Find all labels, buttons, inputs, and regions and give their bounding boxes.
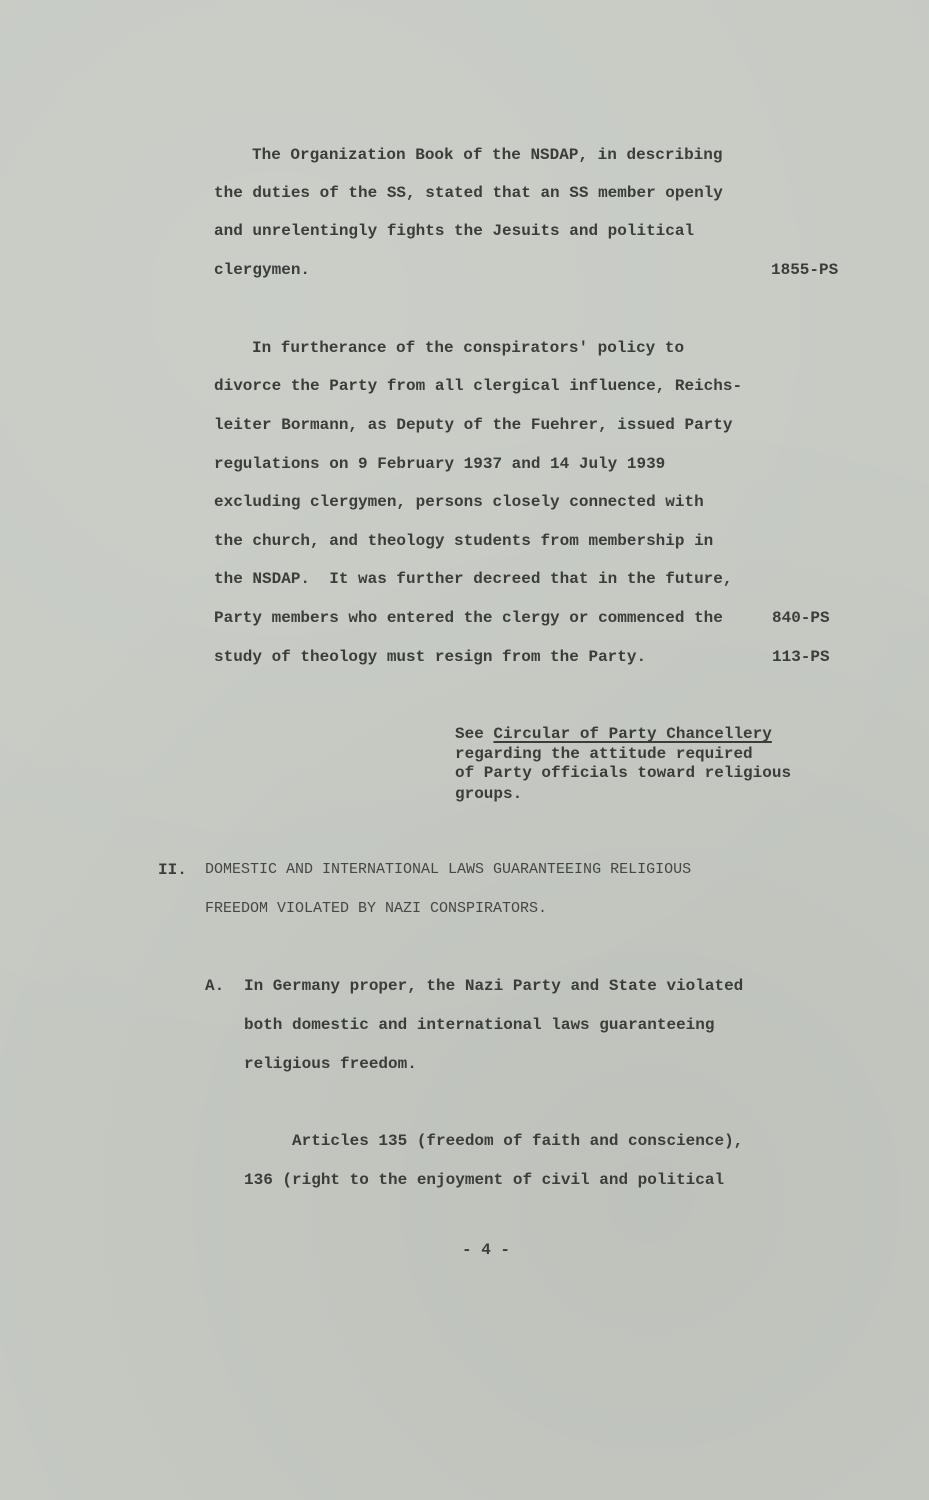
text-line: In furtherance of the conspirators' policy to [252, 339, 685, 357]
text-line: The Organization Book of the NSDAP, in describing [252, 146, 723, 164]
note-link: Circular of Party Chancellery [493, 725, 772, 743]
text-line: the church, and theology students from membership in [214, 532, 714, 550]
note-line: of Party officials toward religious [455, 764, 792, 782]
page-number: - 4 - [462, 1241, 511, 1259]
note-line [455, 724, 772, 744]
text-line: study of theology must resign from the Party. [214, 648, 647, 666]
text-line: regulations on 9 February 1937 and 14 July 1939 [214, 455, 666, 473]
text-line: the duties of the SS, stated that an SS member openly [214, 184, 723, 202]
note-prefix: See [455, 725, 494, 743]
text-line: In Germany proper, the Nazi Party and State violated [244, 977, 744, 995]
text-line: and unrelentingly fights the Jesuits and political [214, 222, 695, 240]
text-line: both domestic and international laws guaranteeing [244, 1016, 715, 1034]
text-line: clergymen. [214, 261, 311, 279]
text-line: 136 (right to the enjoyment of civil and political [244, 1171, 725, 1189]
text-line: Party members who entered the clergy or commenced the [214, 609, 723, 627]
text-line: divorce the Party from all clergical influence, Reichs- [214, 377, 743, 395]
exhibit-reference: 1855-PS [771, 261, 839, 279]
section-heading: DOMESTIC AND INTERNATIONAL LAWS GUARANTEEING RELIGIOUS [205, 861, 692, 878]
exhibit-reference: 113-PS [772, 648, 830, 666]
subsection-letter: A. [205, 977, 225, 995]
text-line: leiter Bormann, as Deputy of the Fuehrer, issued Party [214, 416, 733, 434]
note-line: regarding the attitude required [455, 745, 753, 763]
exhibit-reference: 840-PS [772, 609, 830, 627]
text-line: religious freedom. [244, 1055, 417, 1073]
section-heading: FREEDOM VIOLATED BY NAZI CONSPIRATORS. [205, 900, 548, 917]
text-line: the NSDAP. It was further decreed that in the future, [214, 570, 733, 588]
section-number: II. [158, 861, 187, 879]
note-line: groups. [455, 785, 523, 803]
text-line: excluding clergymen, persons closely connected with [214, 493, 704, 511]
text-line: Articles 135 (freedom of faith and conscience), [292, 1132, 744, 1150]
